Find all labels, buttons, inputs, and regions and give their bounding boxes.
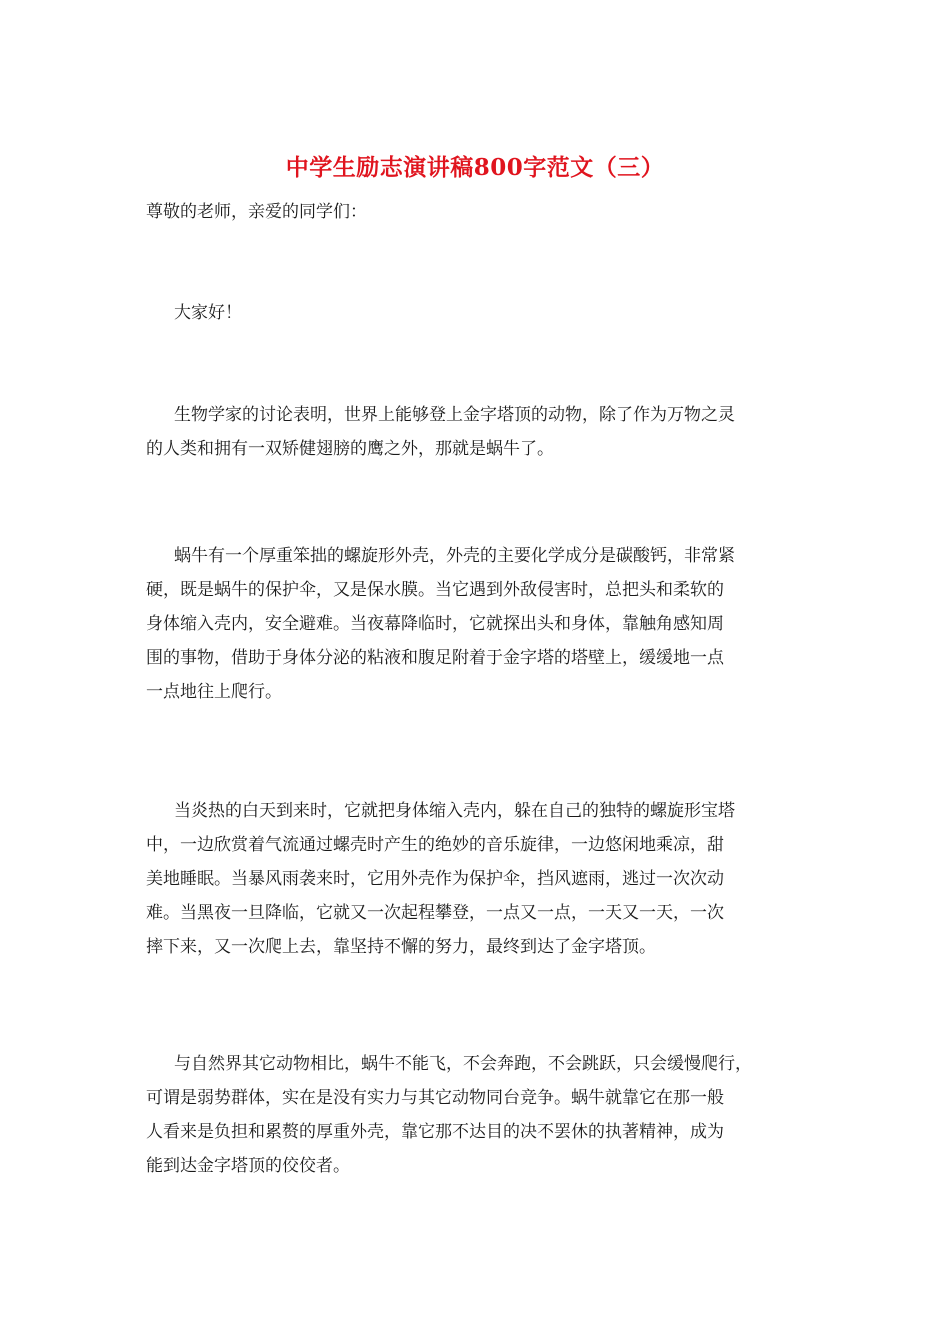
paragraph-line: 围的事物，借助于身体分泌的粘液和腹足附着于金字塔的塔壁上，缓缓地一点 xyxy=(146,648,724,668)
greeting-text: 大家好！ xyxy=(174,303,242,323)
document-title: 中学生励志演讲稿800字范文（三） xyxy=(285,154,665,181)
paragraph-2 xyxy=(146,539,826,709)
paragraph-line: 当炎热的白天到来时，它就把身体缩入壳内，躲在自己的独特的螺旋形宝塔 xyxy=(174,801,735,821)
paragraph-1 xyxy=(146,398,826,466)
paragraph-line: 能到达金字塔顶的佼佼者。 xyxy=(146,1156,350,1176)
paragraph-line: 人看来是负担和累赘的厚重外壳，靠它那不达目的决不罢休的执著精神，成为 xyxy=(146,1122,724,1142)
paragraph-line: 的人类和拥有一双矫健翅膀的鹰之外，那就是蜗牛了。 xyxy=(146,439,554,459)
paragraph-line: 美地睡眠。当暴风雨袭来时，它用外壳作为保护伞，挡风遮雨，逃过一次次动 xyxy=(146,869,724,889)
paragraph-line: 可谓是弱势群体，实在是没有实力与其它动物同台竞争。蜗牛就靠它在那一般 xyxy=(146,1088,724,1108)
paragraph-line: 蜗牛有一个厚重笨拙的螺旋形外壳，外壳的主要化学成分是碳酸钙，非常紧 xyxy=(174,546,735,566)
paragraph-line: 硬，既是蜗牛的保护伞，又是保水膜。当它遇到外敌侵害时，总把头和柔软的 xyxy=(146,580,724,600)
paragraph-line: 身体缩入壳内，安全避难。当夜幕降临时，它就探出头和身体，靠触角感知周 xyxy=(146,614,724,634)
paragraph-line: 一点地往上爬行。 xyxy=(146,682,282,702)
salutation: 尊敬的老师，亲爱的同学们： xyxy=(146,202,367,222)
paragraph-3 xyxy=(146,794,826,964)
paragraph-line: 生物学家的讨论表明，世界上能够登上金字塔顶的动物，除了作为万物之灵 xyxy=(174,405,735,425)
paragraph-line: 难。当黑夜一旦降临，它就又一次起程攀登，一点又一点，一天又一天，一次 xyxy=(146,903,724,923)
paragraph-line: 摔下来，又一次爬上去，靠坚持不懈的努力，最终到达了金字塔顶。 xyxy=(146,937,656,957)
paragraph-line: 中，一边欣赏着气流通过螺壳时产生的绝妙的音乐旋律，一边悠闲地乘凉，甜 xyxy=(146,835,724,855)
paragraph-line: 与自然界其它动物相比，蜗牛不能飞，不会奔跑，不会跳跃，只会缓慢爬行， xyxy=(174,1054,752,1074)
paragraph-4 xyxy=(146,1047,826,1183)
greeting-paragraph xyxy=(146,296,826,330)
